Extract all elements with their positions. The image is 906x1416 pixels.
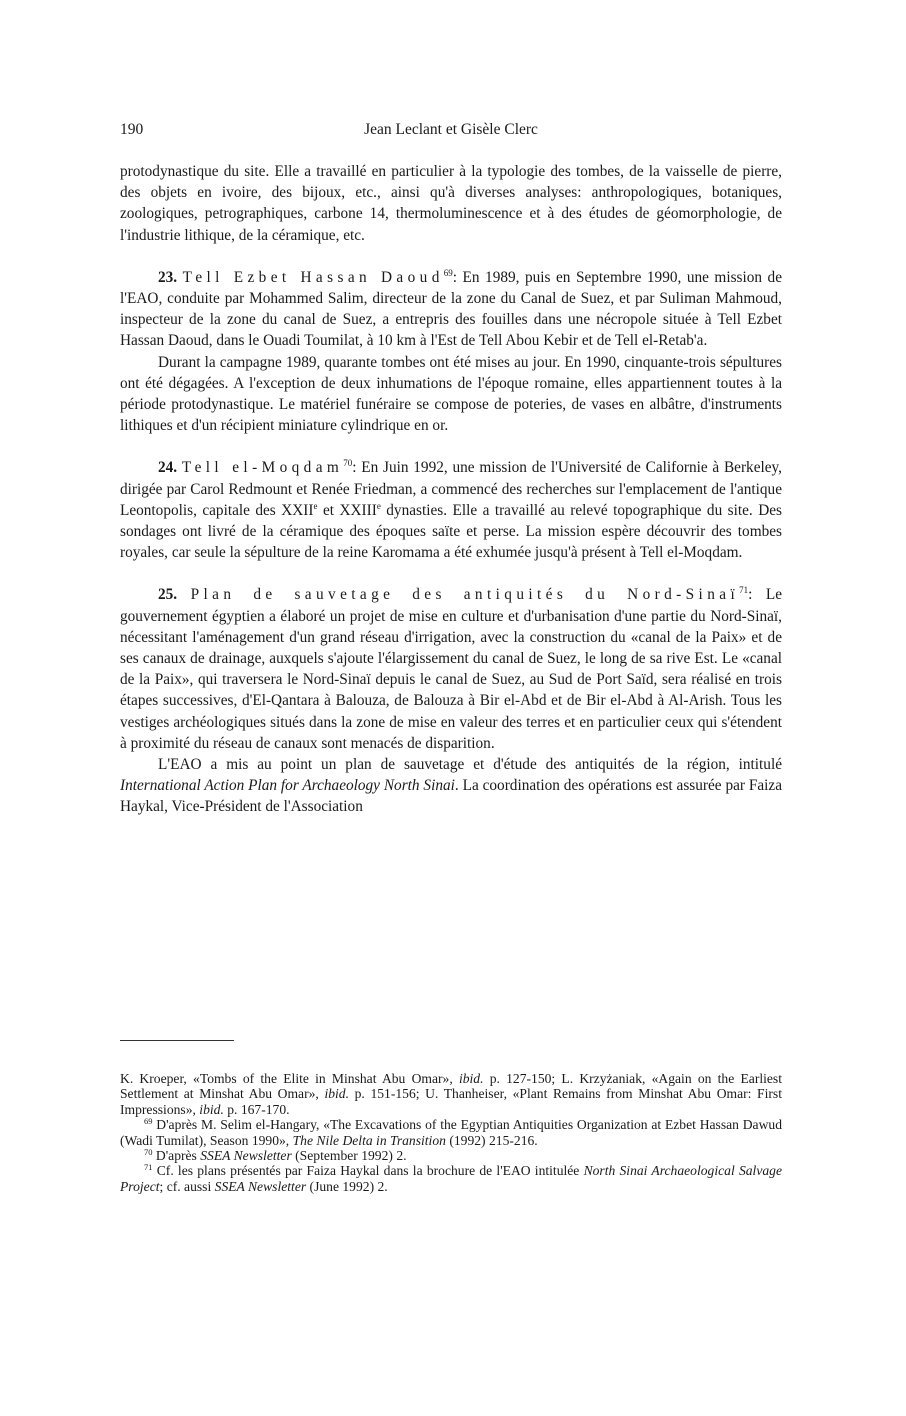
section-25-text-b: . La coordination des opérations est assurée par Faiza Haykal, Vice-Président de l'Association bbox=[120, 777, 782, 816]
section-25-text-a: L'EAO a mis au point un plan de sauvetage et d'étude des antiquités de la région, intitulé bbox=[158, 756, 782, 774]
footnote-ref-69: 69 bbox=[443, 267, 453, 278]
main-text bbox=[120, 161, 782, 818]
superscript-e-1: e bbox=[313, 500, 318, 511]
footnotes bbox=[120, 1071, 782, 1194]
section-24-text-a: : En Juin 1992, une mission de l'Université de Californie à Berkeley, dirigée par Carol Redmount et Renée Friedman, a commencé des recherches sur l'emplacement de l'antique Leontopolis, capitale des XXII bbox=[120, 459, 783, 519]
footnote-71-title-1: North Sinai Archaeological Salvage Project bbox=[120, 1163, 782, 1194]
fn-cont-text-c: p. 151-156; U. Thanheiser, «Plant Remains from Minshat Abu Omar: First Impressions», bbox=[120, 1086, 782, 1117]
fn-cont-text-a: K. Kroeper, «Tombs of the Elite in Minshat Abu Omar», bbox=[120, 1071, 459, 1086]
footnote-70-number: 70 bbox=[144, 1147, 153, 1158]
section-24-paragraph bbox=[120, 457, 782, 563]
fn-cont-ibid-1: ibid. bbox=[458, 1071, 484, 1086]
footnote-69-title: The Nile Delta in Transition bbox=[292, 1132, 446, 1148]
section-23-title: Tell Ezbet Hassan Daoud bbox=[182, 268, 444, 286]
section-25-title: Plan de sauvetage des antiquités du Nord-Sinaï bbox=[190, 586, 740, 604]
footnote-ref-71: 71 bbox=[739, 585, 749, 596]
section-24-title: Tell el-Moqdam bbox=[181, 459, 344, 477]
superscript-e-2: e bbox=[376, 500, 381, 511]
action-plan-title: International Action Plan for Archaeology North Sinai bbox=[120, 777, 455, 795]
page-header bbox=[120, 121, 782, 141]
footnote-71-title-2: SSEA Newsletter bbox=[214, 1178, 307, 1194]
section-25-paragraph-1 bbox=[120, 584, 782, 754]
footnote-ref-70: 70 bbox=[343, 458, 353, 469]
footnote-69 bbox=[120, 1117, 782, 1148]
footnote-71-number: 71 bbox=[144, 1162, 153, 1173]
section-25-paragraph-2 bbox=[120, 754, 782, 818]
footnote-69-text-b: (1992) 215-216. bbox=[445, 1132, 538, 1148]
footnote-71-text-c: (June 1992) 2. bbox=[306, 1178, 388, 1194]
section-23-number: 23. bbox=[158, 268, 178, 286]
section-23-text: : En 1989, puis en Septembre 1990, une mission de l'EAO, conduite par Mohammed Salim, directeur de la zone du Canal de Suez, et par Suliman Mahmoud, inspecteur de la zone du canal de Suez, a entrepris des fouilles dans une nécropole située à Tell Ezbet Hassan Daoud, dans le Ouadi Toumilat, à 10 km à l'Est de Tell Abou Kebir et de Tell el-Retab'a. bbox=[120, 268, 782, 350]
footnote-divider bbox=[120, 1040, 234, 1041]
section-23-paragraph-1 bbox=[120, 267, 782, 352]
footnote-70-title: SSEA Newsletter bbox=[200, 1148, 292, 1164]
fn-cont-text-b: p. 127-150; L. Krzyżaniak, «Again on the Earliest Settlement at Minshat Abu Omar», bbox=[120, 1071, 782, 1102]
fn-cont-ibid-2: ibid. bbox=[324, 1086, 349, 1102]
footnote-69-text-a: D'après M. Selim el-Hangary, «The Excavations of the Egyptian Antiquities Organization at Ezbet Hassan Dawud (Wadi Tumilat), Season 1990», bbox=[120, 1117, 782, 1148]
footnote-70-text-a: D'après bbox=[152, 1148, 201, 1164]
section-23-paragraph-2: Durant la campagne 1989, quarante tombes ont été mises au jour. En 1990, cinquante-trois sépultures ont été dégagées. A l'exception de deux inhumations de l'époque romaine, elles appartiennent toutes à la période protodynastique. Le matériel funéraire se compose de poteries, de vases en albâtre, d'instruments lithiques et d'un récipient miniature cylindrique en or. bbox=[120, 353, 782, 435]
footnote-70-text-b: (September 1992) 2. bbox=[291, 1148, 407, 1164]
footnote-71-text-b: ; cf. aussi bbox=[159, 1178, 215, 1194]
section-24-text-c: dynasties. Elle a travaillé au relevé topographique du site. Des sondages ont livré de la céramique des époques saïte et perse. La mission espère découvrir des tombes royales, car seule la sépulture de la reine Karomama a été exhumée jusqu'à présent à Tell el-Moqdam. bbox=[120, 501, 782, 562]
footnote-71 bbox=[120, 1163, 782, 1194]
footnote-69-number: 69 bbox=[144, 1116, 153, 1127]
running-title: Jean Leclant et Gisèle Clerc bbox=[364, 121, 538, 138]
fn-cont-ibid-3: ibid. bbox=[199, 1101, 224, 1117]
section-25-number: 25. bbox=[158, 586, 178, 604]
page-number: 190 bbox=[120, 121, 144, 138]
footnote-70 bbox=[120, 1148, 782, 1163]
section-25-text: : Le gouvernement égyptien a élaboré un projet de mise en culture et d'urbanisation d'une partie du Nord-Sinaï, nécessitant l'aménagement d'un grand réseau d'irrigation, avec la construction du «canal de la Paix» et de ses canaux de drainage, auxquels s'ajoute l'élargissement du canal de Suez, le long de sa rive Est. Le «canal de la Paix», qui traversera le Nord-Sinaï depuis le canal de Suez, au Sud de Port Saïd, sera réalisé en trois étapes successives, d'El-Qantara à Balouza, de Balouza à Bir el-Abd et de Bir el-Abd à Al-Arish. Tous les vestiges archéologiques situés dans la zone de mise en valeur des terres et en particulier ceux qui s'étendent à proximité du réseau de canaux sont menacés de disparition. bbox=[120, 586, 782, 752]
fn-cont-text-d: p. 167-170. bbox=[223, 1101, 290, 1117]
section-24-text-b: et XXIII bbox=[317, 501, 377, 519]
intro-paragraph: protodynastique du site. Elle a travaillé en particulier à la typologie des tombes, de la vaisselle de pierre, des objets en ivoire, des bijoux, etc., ainsi qu'à diverses analyses: anthropologiques, botaniques, zoologiques, petrographiques, carbone 14, thermoluminescence et à des études de géomorphologie, de l'industrie lithique, de la céramique, etc. bbox=[120, 163, 782, 244]
footnote-71-text-a: Cf. les plans présentés par Faiza Haykal dans la brochure de l'EAO intitulée bbox=[152, 1163, 584, 1179]
footnote-continued bbox=[120, 1071, 782, 1117]
section-24-number: 24. bbox=[158, 459, 178, 477]
